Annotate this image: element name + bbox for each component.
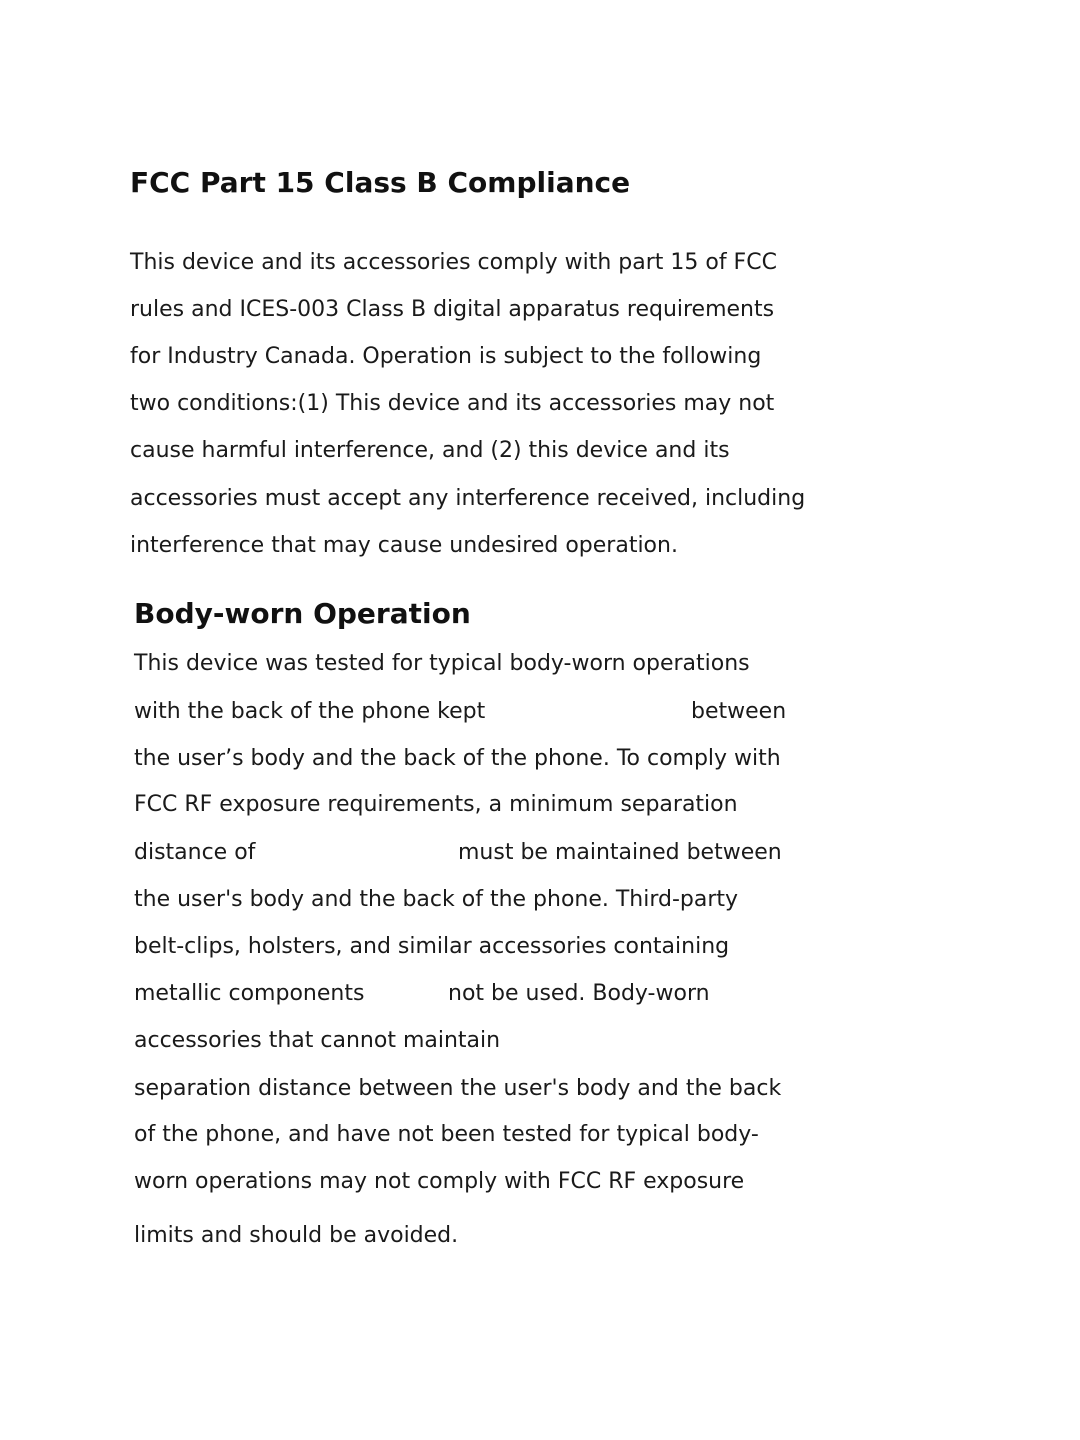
body-worn-paragraph-line: the user’s body and the back of the phone. To comply with bbox=[134, 746, 781, 771]
fcc-paragraph-line: two conditions:(1) This device and its accessories may not bbox=[130, 391, 775, 416]
body-worn-paragraph-line: the user's body and the back of the phone. Third-party bbox=[134, 887, 739, 912]
body-worn-paragraph-line: with the back of the phone kept bbox=[134, 699, 486, 724]
fcc-paragraph-line: interference that may cause undesired operation. bbox=[130, 533, 678, 558]
body-worn-paragraph-fragment: between bbox=[691, 699, 787, 724]
body-worn-paragraph-line: worn operations may not comply with FCC RF exposure bbox=[134, 1169, 745, 1194]
fcc-paragraph-line: rules and ICES-003 Class B digital apparatus requirements bbox=[130, 297, 775, 322]
body-worn-paragraph-line: limits and should be avoided. bbox=[134, 1223, 459, 1248]
fcc-paragraph-line: for Industry Canada. Operation is subject to the following bbox=[130, 344, 762, 369]
body-worn-paragraph-line: belt-clips, holsters, and similar accessories containing bbox=[134, 934, 730, 959]
body-worn-paragraph-line: separation distance between the user's body and the back bbox=[134, 1076, 782, 1101]
fcc-paragraph-line: accessories must accept any interference received, including bbox=[130, 486, 806, 511]
body-worn-heading: Body-worn Operation bbox=[134, 597, 471, 630]
fcc-compliance-heading: FCC Part 15 Class B Compliance bbox=[130, 166, 631, 199]
body-worn-paragraph-line: distance of bbox=[134, 840, 256, 865]
body-worn-paragraph-line: of the phone, and have not been tested for typical body- bbox=[134, 1122, 759, 1147]
body-worn-paragraph-line: accessories that cannot maintain bbox=[134, 1028, 501, 1053]
body-worn-paragraph-fragment: must be maintained between bbox=[458, 840, 782, 865]
body-worn-paragraph-line: This device was tested for typical body-worn operations bbox=[134, 651, 750, 676]
body-worn-paragraph-fragment: not be used. Body-worn bbox=[448, 981, 710, 1006]
fcc-paragraph-line: This device and its accessories comply with part 15 of FCC bbox=[130, 250, 777, 275]
body-worn-paragraph-line: metallic components bbox=[134, 981, 365, 1006]
body-worn-paragraph-line: FCC RF exposure requirements, a minimum separation bbox=[134, 792, 738, 817]
fcc-paragraph-line: cause harmful interference, and (2) this device and its bbox=[130, 438, 730, 463]
